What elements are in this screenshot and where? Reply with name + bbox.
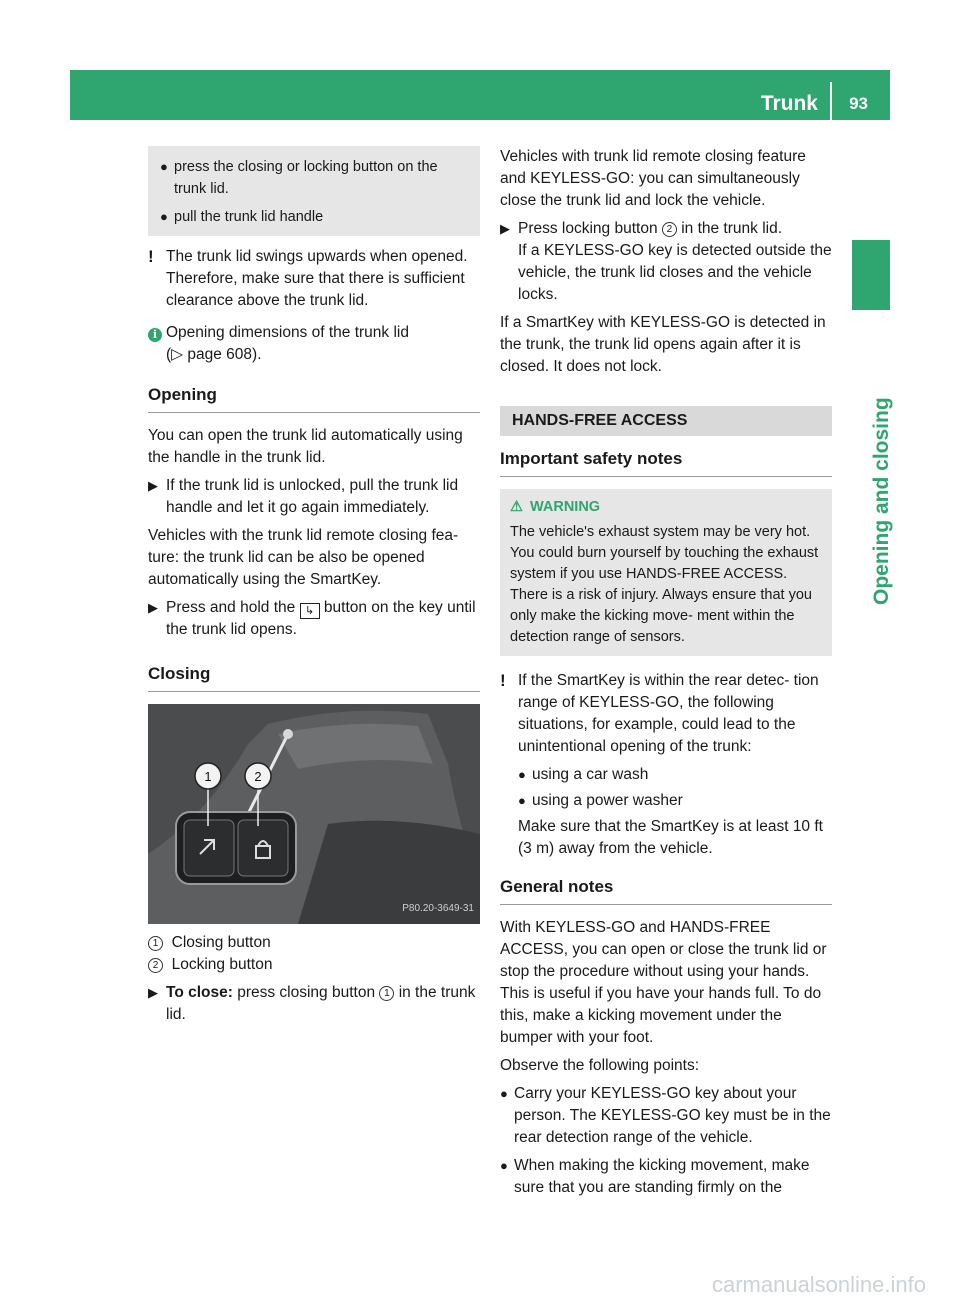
exclamation-icon: !: [148, 247, 154, 266]
caution-note: [148, 246, 480, 312]
list-item-text: Carry your KEYLESS-GO key about your person. The KEYLESS-GO key must be in the rear detection range of the vehicle.: [514, 1085, 831, 1146]
list-item-text: using a car wash: [532, 766, 649, 783]
list-item-text: pull the trunk lid handle: [174, 209, 324, 225]
list-item: ● using a power washer: [518, 792, 683, 809]
arrow-icon: ▶: [148, 478, 158, 493]
arrow-icon: ▶: [500, 221, 510, 236]
figure-code: P80.20-3649-31: [402, 903, 474, 914]
number-1-icon: 1: [379, 986, 394, 1001]
step-label: To close:: [166, 984, 233, 1001]
number-2-icon: 2: [662, 222, 677, 237]
legend-item: [148, 932, 480, 954]
number-1-icon: 1: [148, 936, 163, 951]
section-banner: HANDS-FREE ACCESS: [500, 406, 832, 436]
note-text: If the SmartKey is within the rear detec- tion range of KEYLESS-GO, the following situations, for example, could lead to the unintentional opening of the trunk:: [518, 672, 819, 755]
section-heading-closing: Closing: [148, 663, 480, 692]
paragraph: Vehicles with trunk lid remote closing feature and KEYLESS-GO: you can simultaneously close the trunk lid and lock the vehicle.: [500, 148, 806, 209]
warning-text: The vehicle's exhaust system may be very hot. You could burn yourself by touching the exhaust system if you use HANDS-FREE ACCESS. There is a risk of injury. Always ensure that you only make the kicking move- ment within the detection range of sensors.: [510, 524, 819, 645]
side-tab-marker: [852, 240, 890, 310]
side-tab-label: Opening and closing: [870, 397, 893, 605]
list-item: ● press the closing or locking button on the trunk lid.: [160, 159, 438, 197]
step-text: in the trunk lid.: [166, 984, 476, 1023]
warning-triangle-icon: ⚠: [510, 499, 523, 515]
header-title: Trunk: [760, 92, 818, 115]
number-2-icon: 2: [148, 958, 163, 973]
legend-text: Closing button: [171, 934, 271, 951]
instruction-step: [148, 982, 480, 1026]
watermark-footer: carmanualsonline.info: [711, 1272, 926, 1297]
page-number: 93: [849, 94, 868, 113]
warning-title: [510, 497, 822, 518]
instruction-step: [148, 475, 480, 519]
note-text: Make sure that the SmartKey is at least 10 ft (3 m) away from the vehicle.: [518, 818, 823, 857]
right-column: [500, 146, 832, 1199]
step-text: button on the key until the trunk lid opens.: [166, 599, 476, 638]
left-column: [148, 146, 480, 1026]
svg-text:1: 1: [204, 769, 212, 784]
list-item: ● When making the kicking movement, make sure that you are standing firmly on the: [500, 1157, 810, 1196]
legend-item: [148, 954, 480, 976]
step-text: press closing button: [237, 984, 376, 1001]
section-heading-opening: Opening: [148, 384, 480, 413]
list-item-text: When making the kicking movement, make sure that you are standing firmly on the: [514, 1157, 810, 1196]
warning-box: [500, 489, 832, 656]
warning-title-text: WARNING: [530, 499, 601, 515]
paragraph: You can open the trunk lid automatically using the handle in the trunk lid.: [148, 427, 463, 466]
list-item: ● pull the trunk lid handle: [160, 209, 324, 225]
exclamation-icon: !: [500, 671, 506, 690]
list-item-text: press the closing or locking button on the trunk lid.: [174, 159, 438, 197]
legend-text: Locking button: [171, 956, 273, 973]
step-text: Press and hold the: [166, 599, 296, 616]
header-bar: [70, 70, 890, 120]
svg-text:2: 2: [254, 769, 262, 784]
trunk-illustration: [148, 704, 480, 924]
info-icon: i: [148, 322, 162, 344]
section-heading-safety: Important safety notes: [500, 448, 832, 477]
trunk-lid-figure: [148, 704, 480, 924]
step-text: Press locking button: [518, 220, 658, 237]
list-item: ● using a car wash: [518, 766, 649, 783]
caution-note: [500, 670, 832, 860]
instruction-step: [500, 218, 832, 306]
trunk-key-icon: ↳: [300, 603, 320, 619]
list-item: ● Carry your KEYLESS-GO key about your person. The KEYLESS-GO key must be in the rear detection range of the vehicle.: [500, 1085, 831, 1146]
step-text: If the trunk lid is unlocked, pull the trunk lid handle and let it go again immediately.: [166, 477, 459, 516]
instruction-step: [148, 597, 480, 641]
arrow-icon: ▶: [148, 600, 158, 615]
paragraph: With KEYLESS-GO and HANDS-FREE ACCESS, you can open or close the trunk lid or stop the procedure without using your hands. This is useful if you have your hands full. To do this, make a kicking movement under the bumper with your foot.: [500, 919, 827, 1046]
info-text: Opening dimensions of the trunk lid: [166, 324, 409, 341]
paragraph: Observe the following points:: [500, 1057, 700, 1074]
paragraph: Vehicles with the trunk lid remote closing fea- ture: the trunk lid can be also be opened automatically using the SmartKey.: [148, 527, 459, 588]
section-heading-general: General notes: [500, 876, 832, 905]
list-item-text: using a power washer: [532, 792, 683, 809]
header-divider: [830, 82, 832, 120]
arrow-icon: ▶: [148, 985, 158, 1000]
step-text: If a KEYLESS-GO key is detected outside the vehicle, the trunk lid closes and the vehicle locks.: [518, 242, 832, 303]
page-reference-link[interactable]: (▷ page 608).: [166, 346, 262, 363]
info-note: [148, 322, 480, 366]
note-text: The trunk lid swings upwards when opened. Therefore, make sure that there is sufficient clearance above the trunk lid.: [166, 248, 468, 309]
step-text: in the trunk lid.: [681, 220, 783, 237]
paragraph: If a SmartKey with KEYLESS-GO is detected in the trunk, the trunk lid opens again after it is closed. It does not lock.: [500, 314, 826, 375]
gray-box: [148, 146, 480, 236]
